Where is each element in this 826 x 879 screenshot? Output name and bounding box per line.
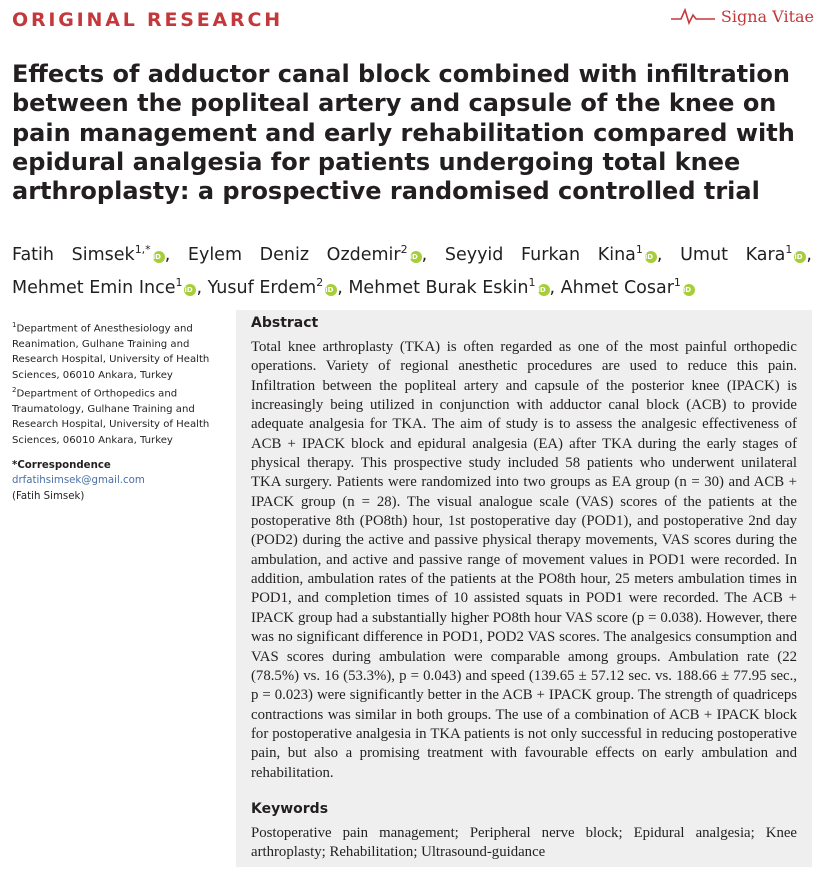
- abstract-heading: Abstract: [251, 315, 319, 331]
- author-name: Mehmet Emin Ince: [12, 277, 176, 298]
- heartbeat-line-icon: [671, 6, 715, 26]
- correspondence-email-link[interactable]: drfatihsimsek@gmail.com: [12, 475, 145, 487]
- author-name: Seyyid Furkan Kina: [444, 244, 636, 265]
- affiliation-2: [12, 383, 227, 448]
- orcid-icon[interactable]: iD: [325, 284, 337, 296]
- author-name: Eylem Deniz Ozdemir: [187, 244, 401, 265]
- author-sup: 1: [175, 275, 183, 289]
- keywords-text: Postoperative pain management; Peripheral nerve block; Epidural analgesia; Knee arthroplasty; Rehabilitation; Ultrasound-guidance: [251, 825, 797, 861]
- orcid-icon[interactable]: iD: [410, 251, 422, 263]
- author-sup: 1: [785, 243, 793, 256]
- affiliation-1: [12, 318, 227, 383]
- author-sup: 1,*: [134, 243, 151, 256]
- author-line-1: Fatih Simsek$^{1,*}$iD , Eylem Deniz Ozdemir$^2$iD , Seyyid Furkan Kina$^1$iD , Umut Kara$^1$iD ,: [12, 243, 812, 265]
- author-name: Ahmet Cosar: [560, 277, 674, 298]
- orcid-icon[interactable]: iD: [683, 284, 695, 296]
- correspondence: [12, 458, 227, 504]
- keywords-heading: Keywords: [251, 801, 329, 817]
- author-name: Umut Kara: [680, 244, 786, 265]
- author-sup: 1: [635, 243, 643, 256]
- journal-name: Signa Vitae: [720, 6, 814, 26]
- orcid-icon[interactable]: iD: [153, 251, 165, 263]
- author-line-2: Mehmet Emin Ince$^1$iD , Yusuf Erdem$^2$iD , Mehmet Burak Eskin$^1$iD , Ahmet Cosar$^1$iD: [12, 269, 812, 302]
- correspondence-heading: *Correspondence: [12, 460, 111, 471]
- author-sup: 1: [528, 275, 536, 289]
- affiliation-sup: 1: [12, 321, 17, 329]
- affiliations: [12, 318, 227, 448]
- journal-brand[interactable]: [671, 6, 814, 26]
- abstract-text: Total knee arthroplasty (TKA) is often regarded as one of the most painful orthopedic operations. Variety of regional anesthetic procedures are used to reduce this pain. Infiltration between the popliteal artery and capsule of the posterior knee (IPACK) is increasingly being utilized in conjunction with adductor canal block (ACB) to provide adequate analgesia for TKA. The aim of study is to assess the analgesic effectiveness of ACB + IPACK block and epidural analgesia (EA) after TKA during the early stages of physical therapy. This prospective study included 58 patients who underwent unilateral TKA surgery. Patients were randomized into two groups as EA group (n = 30) and ACB + IPACK group (n = 28). The visual analogue scale (VAS) scores of the patients at the postoperative 8th (PO8th) hour, 1st postoperative day (POD1), and postoperative 2nd day (POD2) during the active and passive physical therapy movements, VAS scores during the ambulation, and active and passive range of movement values in POD1 were recorded. In addition, ambulation rates of the patients at the PO8th hour, 25 meters ambulation times in POD1, and completion times of 10 assisted squats in POD1 were recorded. The ACB + IPACK group had a substantially higher PO8th hour VAS score (p = 0.038). However, there was no significant difference in POD1, POD2 VAS scores. The analgesics consumption and VAS scores during ambulation were comparable among groups. Ambulation rate (22 (78.5%) vs. 16 (53.3%), p = 0.043) and speed (139.65 ± 57.12 sec. vs. 188.66 ± 77.95 sec., p = 0.023) were significantly better in the ACB + IPACK group. The strength of quadriceps contractions was similar in both groups. The use of a combination of ACB + IPACK block for postoperative analgesia in TKA patients is not only successful in reducing postoperative pain, but also a promising treatment with favourable effects on early ambulation and rehabilitation.: [251, 339, 797, 781]
- correspondence-name: (Fatih Simsek): [12, 490, 85, 502]
- orcid-icon[interactable]: iD: [794, 251, 806, 263]
- orcid-icon[interactable]: iD: [184, 284, 196, 296]
- author-name: Yusuf Erdem: [207, 277, 317, 298]
- author-name: Mehmet Burak Eskin: [348, 277, 529, 298]
- author-sup: 2: [400, 243, 408, 256]
- affiliation-sup: 2: [12, 385, 17, 394]
- affiliation-text: Department of Orthopedics and Traumatology, Gulhane Training and Research Hospital, University of Health Sciences, 06010 Ankara, Turkey: [12, 388, 210, 446]
- orcid-icon[interactable]: iD: [645, 251, 657, 263]
- abstract-panel: [236, 310, 812, 867]
- author-sup: 1: [673, 275, 681, 289]
- author-name: Fatih Simsek: [12, 244, 135, 265]
- orcid-icon[interactable]: iD: [538, 284, 550, 296]
- author-list: [12, 236, 812, 302]
- author-sup: 2: [316, 275, 324, 289]
- paper-title: Effects of adductor canal block combined with infiltration between the popliteal artery and capsule of the knee on pain management and early rehabilitation compared with epidural analgesia for patients undergoing total knee arthroplasty: a prospective randomised controlled trial: [12, 60, 795, 206]
- affiliation-text: Department of Anesthesiology and Reanimation, Gulhane Training and Research Hospital, University of Health Sciences, 06010 Ankara, Turkey: [12, 323, 210, 381]
- section-label: ORIGINAL RESEARCH: [12, 9, 283, 31]
